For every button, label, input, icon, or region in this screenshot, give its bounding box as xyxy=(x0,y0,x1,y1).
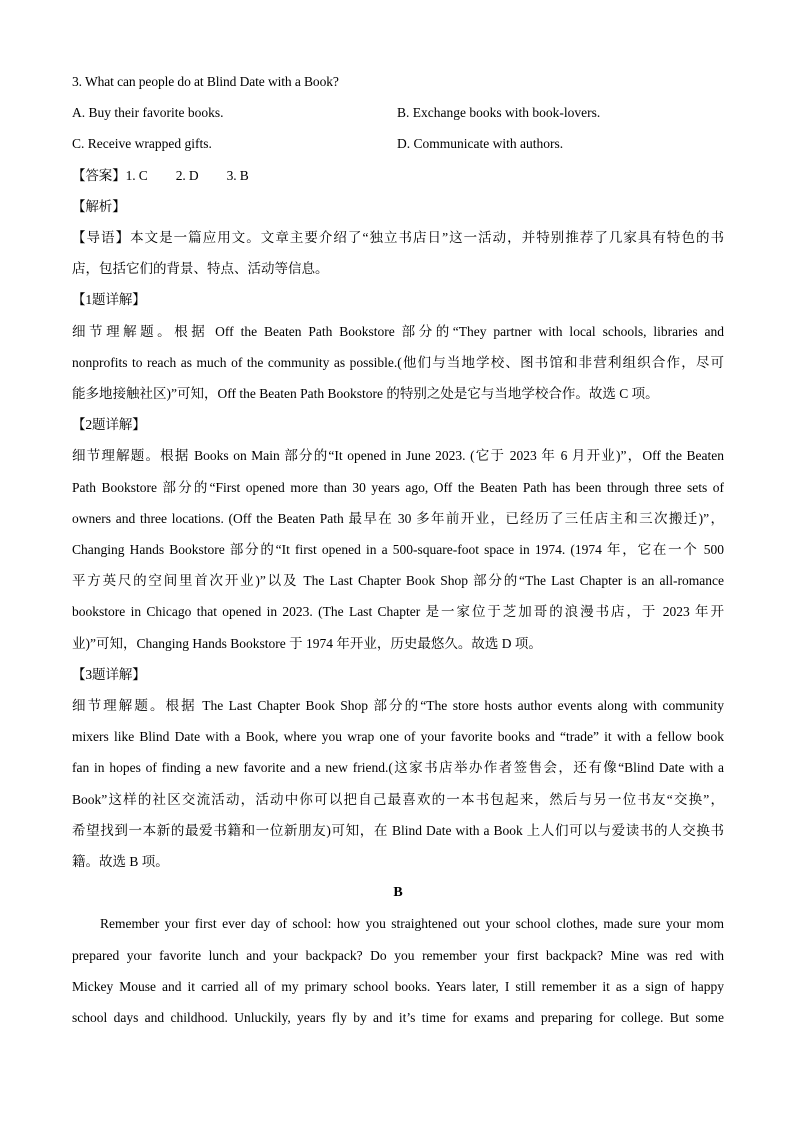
q2-line: Path Bookstore 部分的“First opened more than 30 years ago, Off the Beaten Path has been through three sets of xyxy=(72,479,724,495)
q2-tag: 【2题详解】 xyxy=(72,417,146,433)
guide-line: 【导语】本文是一篇应用文。文章主要介绍了“独立书店日”这一活动，并特别推荐了几家具有特色的书 xyxy=(72,230,724,246)
q3-line: 希望找到一本新的最爱书籍和一位新朋友)可知，在 Blind Date with a Book 上人们可以与爱读书的人交换书 xyxy=(72,822,724,838)
answer-key-1: 1. C xyxy=(125,167,148,183)
q2-line: 业)”可知，Changing Hands Bookstore 于 1974 年开业，历史最悠久。故选 D 项。 xyxy=(72,635,542,651)
question-3-options xyxy=(72,97,724,159)
answer-key-2: 2. D xyxy=(175,167,199,183)
q1-line: nonprofits to reach as much of the community as possible.(他们与当地学校、图书馆和非营利组织合作，尽可 xyxy=(72,354,724,370)
q3-paragraph xyxy=(72,690,724,877)
q2-line: owners and three locations. (Off the Beaten Path 最早在 30 多年前开业，已经历了三任店主和三次搬迁)”， xyxy=(72,510,724,526)
q1-tag: 【1题详解】 xyxy=(72,292,146,308)
question-3-title: 3. What can people do at Blind Date with a Book? xyxy=(72,74,339,89)
option-a: A. Buy their favorite books. xyxy=(72,105,224,121)
q1-line: 细节理解题。根据 Off the Beaten Path Bookstore 部分的“They partner with local schools, libraries and xyxy=(72,323,724,339)
q3-line: 细节理解题。根据 The Last Chapter Book Shop 部分的“The store hosts author events along with community xyxy=(72,698,724,714)
option-d: D. Communicate with authors. xyxy=(397,136,564,152)
q1-line: 能多地接触社区)”可知，Off the Beaten Path Bookstore 的特别之处是它与当地学校合作。故选 C 项。 xyxy=(72,386,659,402)
q3-line: Book”这样的社区交流活动，活动中你可以把自己最喜欢的一本书包起来，然后与另一位书友“交换”， xyxy=(72,791,724,807)
option-b: B. Exchange books with book-lovers. xyxy=(397,105,601,121)
guide-paragraph xyxy=(72,222,724,284)
section-b-heading: B xyxy=(393,885,403,901)
q2-line: 细节理解题。根据 Books on Main 部分的“It opened in June 2023. (它于 2023 年 6 月开业)”，Off the Beaten xyxy=(72,448,724,464)
document-page xyxy=(72,66,724,1033)
q3-line: 籍。故选 B 项。 xyxy=(72,854,169,870)
q3-line: fan in hopes of finding a new favorite and a new friend.(这家书店举办作者签售会，还有像“Blind Date with a xyxy=(72,760,724,776)
guide-line: 店，包括它们的背景、特点、活动等信息。 xyxy=(72,261,329,277)
q1-paragraph xyxy=(72,316,724,410)
option-c: C. Receive wrapped gifts. xyxy=(72,136,212,152)
q3-tag: 【3题详解】 xyxy=(72,666,146,682)
answer-key-3: 3. B xyxy=(226,167,249,183)
answer-key xyxy=(72,160,724,191)
section-b-line: Mickey Mouse and it carried all of my primary school books. Years later, I still remember it as a sign of happy xyxy=(72,978,724,994)
q2-line: Changing Hands Bookstore 部分的“It first opened in a 500-square-foot space in 1974. (1974 年，它在一个 500 xyxy=(72,542,724,558)
answer-tag: 【答案】 xyxy=(72,167,126,183)
section-b-line: prepared your favorite lunch and your backpack? Do you remember your first backpack? Mine was red with xyxy=(72,947,724,963)
analysis-tag: 【解析】 xyxy=(72,198,126,214)
q2-line: bookstore in Chicago that opened in 2023. (The Last Chapter 是一家位于芝加哥的浪漫书店，于 2023 年开 xyxy=(72,604,724,620)
q2-line: 平方英尺的空间里首次开业)”以及 The Last Chapter Book Shop 部分的“The Last Chapter is an all-romance xyxy=(72,573,724,589)
q2-paragraph xyxy=(72,440,724,658)
section-b-line: Remember your first ever day of school: how you straightened out your school clothes, made sure your mom xyxy=(100,916,724,932)
section-b-line: school days and childhood. Unluckily, years fly by and it’s time for exams and preparing for college. But some xyxy=(72,1010,724,1026)
section-b-paragraph xyxy=(72,908,724,1033)
q3-line: mixers like Blind Date with a Book, where you wrap one of your favorite books and “trade” it with a fellow book xyxy=(72,729,724,745)
